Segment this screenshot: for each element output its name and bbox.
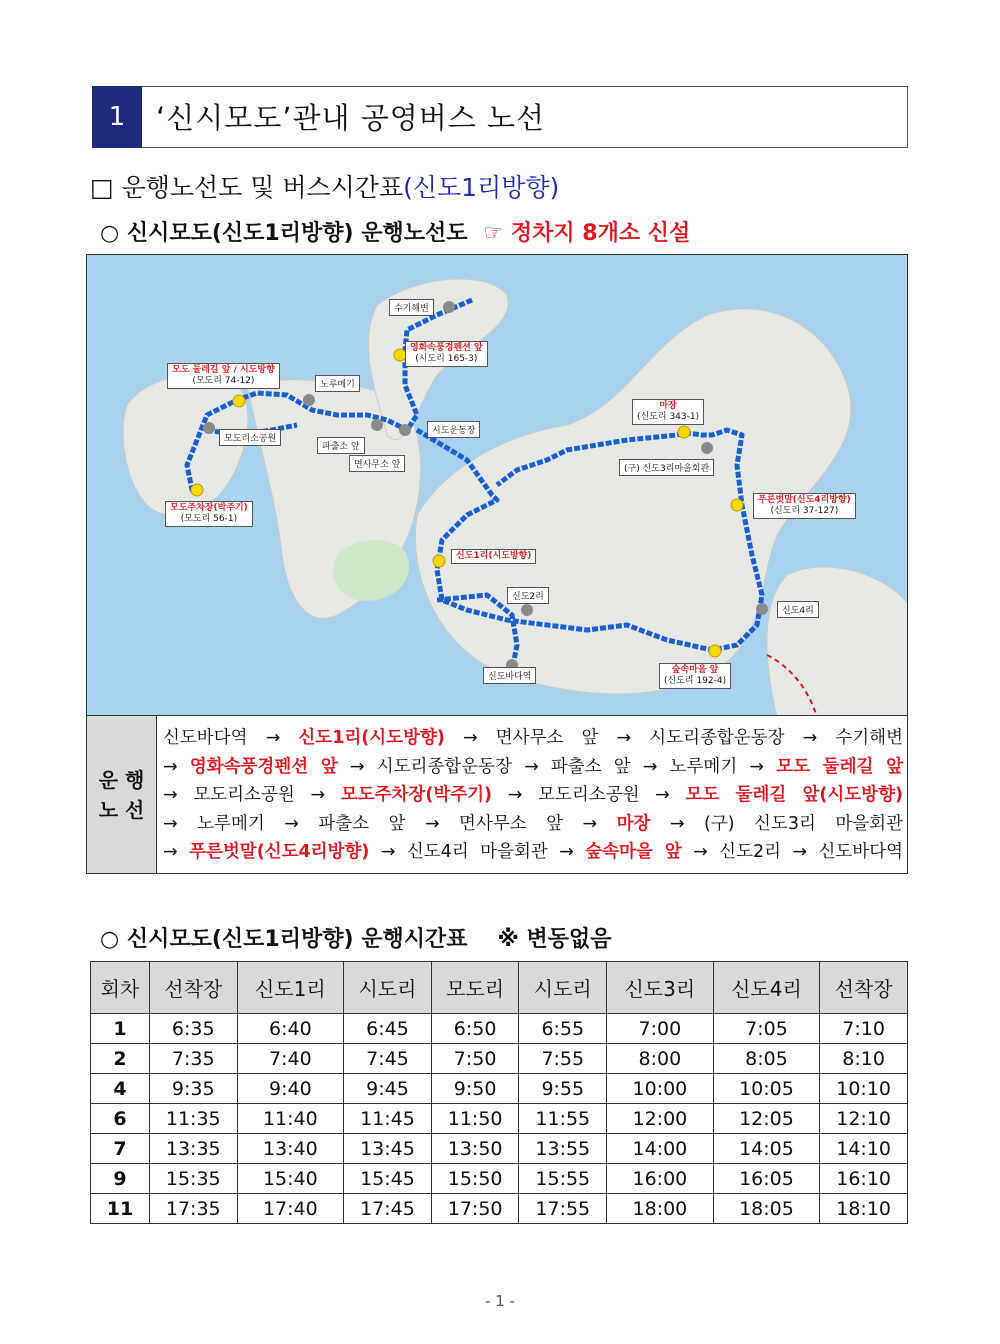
- departure-time: 16:05: [713, 1164, 820, 1194]
- departure-time: 15:45: [344, 1164, 432, 1194]
- section-title: ‘신시모도’관내 공영버스 노선: [156, 101, 546, 135]
- departure-time: 14:00: [607, 1134, 714, 1164]
- departure-time: 15:50: [431, 1164, 519, 1194]
- departure-time: 18:05: [713, 1194, 820, 1224]
- route-new-stop: 영화속풍경펜션 앞: [189, 756, 338, 777]
- subheading: [90, 168, 559, 204]
- stop-marker: [371, 419, 383, 431]
- departure-time: 8:00: [607, 1044, 714, 1074]
- timetable-header-cell: 시도리: [344, 962, 432, 1014]
- map-label-new: 숲속마을 앞: [671, 665, 719, 675]
- departure-time: 18:10: [820, 1194, 908, 1224]
- departure-time: 9:40: [237, 1074, 344, 1104]
- map-label: 신도바다역: [483, 667, 536, 684]
- route-new-stop: 푸른벗말(신도4리방향): [189, 842, 370, 862]
- header-rule-right: [907, 86, 908, 148]
- trip-number: 11: [91, 1194, 150, 1224]
- departure-time: 17:55: [519, 1194, 607, 1224]
- departure-time: 7:00: [607, 1014, 714, 1044]
- stop-marker: [203, 422, 215, 434]
- departure-time: 16:10: [820, 1164, 908, 1194]
- table-heading-title: ○ 신시모도(신도1리방향) 운행시간표: [100, 927, 468, 952]
- route-map: [86, 254, 908, 716]
- table-row: [91, 1014, 908, 1044]
- route-segment: → 신도2리 → 신도바다역: [681, 842, 904, 862]
- stop-marker-new: [191, 484, 203, 496]
- subheading-prefix: □ 운행노선도 및 버스시간표: [90, 173, 404, 202]
- route-label-line2: 노 선: [98, 797, 145, 822]
- route-new-stop: 모도 둘레길 앞(시도방향): [685, 785, 903, 805]
- departure-time: 10:00: [607, 1074, 714, 1104]
- trip-number: 2: [91, 1044, 150, 1074]
- departure-time: 11:55: [519, 1104, 607, 1134]
- stop-marker-new: [709, 645, 721, 657]
- departure-time: 10:10: [820, 1074, 908, 1104]
- table-row: [91, 1134, 908, 1164]
- route-line: [163, 724, 903, 753]
- departure-time: 17:50: [431, 1194, 519, 1224]
- departure-time: 18:00: [607, 1194, 714, 1224]
- departure-time: 17:40: [237, 1194, 344, 1224]
- route-map-svg: [87, 255, 908, 716]
- stop-marker-new: [433, 555, 445, 567]
- port-area: [767, 567, 908, 716]
- route-description: [86, 716, 908, 874]
- departure-time: 11:40: [237, 1104, 344, 1134]
- map-label-new: 푸른벗말(신도4리방향): [758, 495, 851, 505]
- map-label: 파출소 앞: [317, 437, 365, 454]
- departure-time: 7:05: [713, 1014, 820, 1044]
- map-label: 신도2리: [507, 587, 549, 604]
- departure-time: 7:40: [237, 1044, 344, 1074]
- timetable-header-cell: 모도리: [431, 962, 519, 1014]
- departure-time: 6:45: [344, 1014, 432, 1044]
- route-line: [163, 781, 903, 810]
- map-label-new: 신도1리(시도방향): [456, 551, 532, 561]
- stop-marker-new: [678, 426, 690, 438]
- route-new-stop: 모도주차장(박주기): [340, 785, 493, 805]
- timetable-header-cell: 회차: [91, 962, 150, 1014]
- map-label-addr: (신도리 37-127): [770, 506, 839, 516]
- departure-time: 9:50: [431, 1074, 519, 1104]
- timetable-header-cell: 신도3리: [607, 962, 714, 1014]
- route-segment: →: [163, 756, 190, 777]
- stop-marker-new: [731, 499, 743, 511]
- departure-time: 9:55: [519, 1074, 607, 1104]
- route-new-stop: 마장: [616, 813, 651, 834]
- departure-time: 12:00: [607, 1104, 714, 1134]
- departure-time: 15:40: [237, 1164, 344, 1194]
- departure-time: 12:05: [713, 1104, 820, 1134]
- trip-number: 9: [91, 1164, 150, 1194]
- timetable-header-cell: 선착장: [820, 962, 908, 1014]
- subheading-direction: (신도1리방향): [403, 173, 560, 202]
- departure-time: 13:55: [519, 1134, 607, 1164]
- route-label: [87, 716, 157, 873]
- departure-time: 6:50: [431, 1014, 519, 1044]
- stop-marker-new: [233, 395, 245, 407]
- route-new-stop: 모도 둘레길 앞: [776, 756, 903, 777]
- departure-time: 13:45: [344, 1134, 432, 1164]
- table-row: [91, 1164, 908, 1194]
- route-text: [163, 724, 903, 867]
- route-segment: 신도바다역 →: [163, 728, 299, 748]
- trip-number: 4: [91, 1074, 150, 1104]
- map-label-new: 마장: [659, 401, 677, 411]
- departure-time: 10:05: [713, 1074, 820, 1104]
- stop-marker: [399, 424, 411, 436]
- map-label: 면사무소 앞: [349, 455, 405, 472]
- departure-time: 17:45: [344, 1194, 432, 1224]
- departure-time: 8:05: [713, 1044, 820, 1074]
- map-heading: [100, 216, 690, 247]
- route-new-stop: 신도1리(시도방향): [298, 728, 445, 748]
- route-segment: → (구) 신도3리 마을회관: [650, 813, 903, 834]
- trip-number: 6: [91, 1104, 150, 1134]
- route-line: [163, 838, 903, 867]
- departure-time: 15:55: [519, 1164, 607, 1194]
- stop-marker: [303, 394, 315, 406]
- stop-marker: [521, 604, 533, 616]
- map-heading-note: ☞ 정차지 8개소 신설: [483, 221, 691, 246]
- map-label: 신도4리: [777, 601, 819, 618]
- map-label-addr: (시도리 165-3): [415, 354, 478, 364]
- route-segment: →: [163, 842, 190, 862]
- timetable: [90, 961, 908, 1224]
- map-label-addr: (모도리 74-12): [192, 376, 255, 386]
- map-heading-title: ○ 신시모도(신도1리방향) 운행노선도: [100, 221, 468, 246]
- table-heading-note: ※ 변동없음: [497, 927, 612, 952]
- map-label: (구) 신도3리마을회관: [619, 459, 714, 476]
- stop-marker: [701, 442, 713, 454]
- departure-time: 13:40: [237, 1134, 344, 1164]
- timetable-body: [91, 1014, 908, 1224]
- timetable-header-cell: 신도1리: [237, 962, 344, 1014]
- map-label-addr: (모도리 56-1): [180, 514, 238, 524]
- map-label-addr: (신도리 343-1): [637, 412, 700, 422]
- departure-time: 6:40: [237, 1014, 344, 1044]
- route-line: [163, 810, 903, 839]
- departure-time: 6:35: [149, 1014, 237, 1044]
- departure-time: 11:50: [431, 1104, 519, 1134]
- route-new-stop: 숲속마을 앞: [585, 842, 682, 862]
- departure-time: 13:50: [431, 1134, 519, 1164]
- map-label-new: 모도주차장(박주기): [170, 503, 248, 513]
- departure-time: 13:35: [149, 1134, 237, 1164]
- departure-time: 7:55: [519, 1044, 607, 1074]
- departure-time: 7:50: [431, 1044, 519, 1074]
- table-row: [91, 1044, 908, 1074]
- stop-marker: [756, 603, 768, 615]
- departure-time: 16:00: [607, 1164, 714, 1194]
- departure-time: 14:05: [713, 1134, 820, 1164]
- trip-number: 1: [91, 1014, 150, 1044]
- trip-number: 7: [91, 1134, 150, 1164]
- section-header: [92, 86, 908, 148]
- departure-time: 7:45: [344, 1044, 432, 1074]
- departure-time: 7:35: [149, 1044, 237, 1074]
- map-label: 시도운동장: [427, 421, 480, 438]
- table-row: [91, 1104, 908, 1134]
- table-heading: [100, 922, 612, 953]
- timetable-header-cell: 시도리: [519, 962, 607, 1014]
- map-label: 노루메기: [315, 375, 360, 392]
- departure-time: 7:10: [820, 1014, 908, 1044]
- route-segment: → 신도4리 마을회관 →: [369, 842, 586, 862]
- route-segment: → 시도리종합운동장 → 파출소 앞 → 노루메기 →: [337, 756, 777, 777]
- departure-time: 9:35: [149, 1074, 237, 1104]
- departure-time: 9:45: [344, 1074, 432, 1104]
- departure-time: 15:35: [149, 1164, 237, 1194]
- map-label: 수기해변: [389, 299, 434, 316]
- header-rule-bottom: [142, 147, 908, 148]
- route-segment: → 모도리소공원 →: [163, 785, 341, 805]
- route-segment: → 면사무소 앞 → 시도리종합운동장 → 수기해변: [444, 728, 903, 748]
- page-number: - 1 -: [485, 1292, 515, 1310]
- departure-time: 14:10: [820, 1134, 908, 1164]
- map-label-new: 모도 둘레길 앞 / 시도방향: [172, 365, 275, 375]
- departure-time: 11:45: [344, 1104, 432, 1134]
- section-number: 1: [92, 86, 142, 148]
- route-label-line1: 운 행: [98, 767, 145, 792]
- route-line: [163, 753, 903, 782]
- stop-marker: [443, 301, 455, 313]
- timetable-header-cell: 선착장: [149, 962, 237, 1014]
- route-segment: → 모도리소공원 →: [492, 785, 686, 805]
- departure-time: 11:35: [149, 1104, 237, 1134]
- timetable-header-row: [91, 962, 908, 1014]
- departure-time: 17:35: [149, 1194, 237, 1224]
- map-label-addr: (신도리 192-4): [664, 676, 727, 686]
- departure-time: 12:10: [820, 1104, 908, 1134]
- map-label: 모도리소공원: [219, 429, 281, 446]
- departure-time: 8:10: [820, 1044, 908, 1074]
- route-segment: → 노루메기 → 파출소 앞 → 면사무소 앞 →: [163, 813, 617, 834]
- departure-time: 6:55: [519, 1014, 607, 1044]
- timetable-header-cell: 신도4리: [713, 962, 820, 1014]
- table-row: [91, 1194, 908, 1224]
- map-label-new: 영화속풍경펜션 앞: [410, 343, 483, 353]
- header-rule-top: [142, 86, 908, 87]
- table-row: [91, 1074, 908, 1104]
